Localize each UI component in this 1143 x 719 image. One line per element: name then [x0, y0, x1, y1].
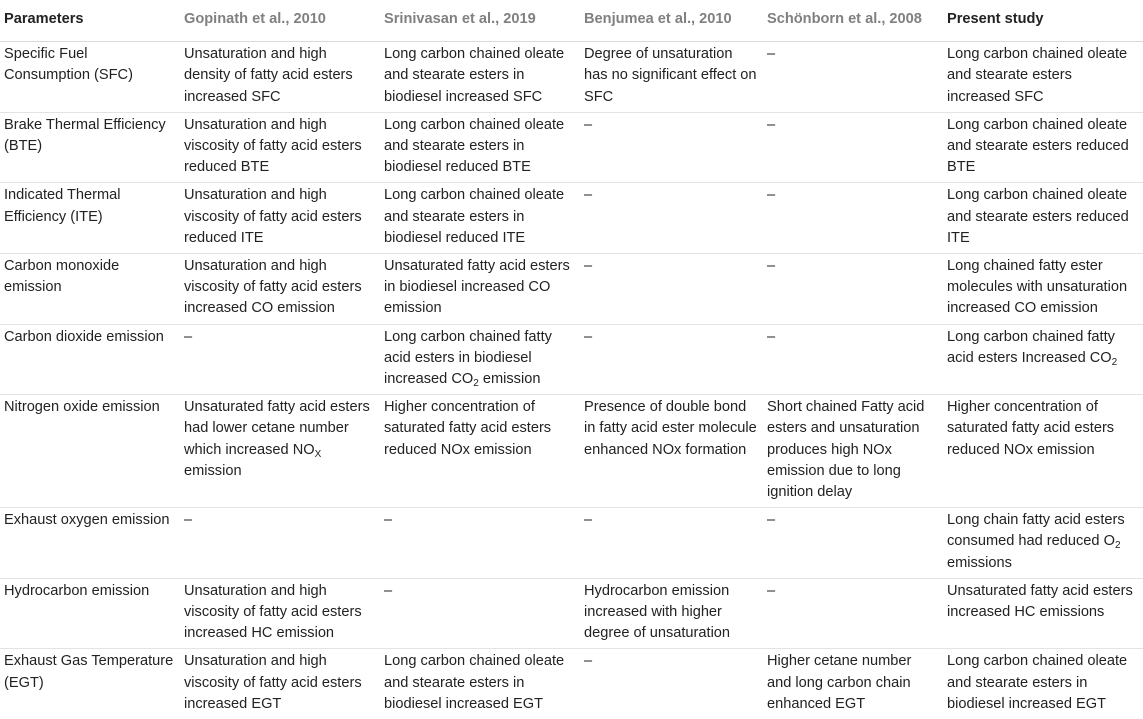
parameter-cell: Exhaust Gas Temperature (EGT) [4, 653, 174, 691]
column-header-gopinath: Gopinath et al., 2010 [180, 0, 380, 42]
parameter-cell: Hydrocarbon emission [0, 578, 180, 649]
gopinath-cell: Unsaturation and high viscosity of fatty acid esters reduced BTE [180, 112, 380, 183]
present-study-cell: Unsaturated fatty acid esters increased HC emissions [943, 578, 1143, 649]
present-study-cell: Long carbon chained oleate and stearate esters increased SFC [943, 42, 1143, 113]
srinivasan-cell [380, 324, 580, 395]
gopinath-cell: – [180, 324, 380, 395]
cell-text: emissions [947, 554, 1012, 571]
table-row [0, 254, 1143, 325]
benjumea-cell: – [580, 508, 763, 579]
gopinath-cell: Unsaturation and high viscosity of fatty acid esters increased CO emission [180, 254, 380, 325]
cell-text: Long carbon chained fatty acid esters Increased CO [947, 328, 1115, 366]
present-study-cell: Long carbon chained oleate and stearate esters in biodiesel increased EGT [947, 653, 1128, 712]
srinivasan-cell: – [380, 578, 580, 649]
parameter-cell: Exhaust oxygen emission [0, 508, 180, 579]
present-study-cell: Higher concentration of saturated fatty acid esters reduced NOx emission [943, 395, 1143, 508]
gopinath-cell: Unsaturation and high density of fatty acid esters increased SFC [180, 42, 380, 113]
table-row [0, 112, 1143, 183]
parameter-cell: Carbon monoxide emission [0, 254, 180, 325]
srinivasan-cell: Long carbon chained oleate and stearate esters in biodiesel increased SFC [380, 42, 580, 113]
present-study-cell [943, 324, 1143, 395]
srinivasan-cell: – [380, 508, 580, 579]
parameter-cell: Indicated Thermal Efficiency (ITE) [0, 183, 180, 254]
schonborn-cell: – [763, 508, 943, 579]
header-row [0, 0, 1143, 42]
column-header-parameters: Parameters [0, 0, 180, 42]
present-study-cell [943, 508, 1143, 579]
schonborn-cell: Short chained Fatty acid esters and unsaturation produces high NOx emission due to long ignition delay [763, 395, 943, 508]
benjumea-cell: – [584, 653, 593, 670]
table-row [0, 42, 1143, 113]
srinivasan-cell: Long carbon chained oleate and stearate esters in biodiesel reduced ITE [380, 183, 580, 254]
parameter-cell: Brake Thermal Efficiency (BTE) [0, 112, 180, 183]
subscript: 2 [1114, 540, 1121, 552]
table-row [0, 183, 1143, 254]
table-row [0, 395, 1143, 508]
schonborn-cell: – [763, 42, 943, 113]
schonborn-cell: Higher cetane number and long carbon chain enhanced EGT [767, 653, 912, 712]
cell-text: emission [184, 462, 242, 479]
parameter-cell: Nitrogen oxide emission [0, 395, 180, 508]
benjumea-cell: Presence of double bond in fatty acid ester molecule enhanced NOx formation [580, 395, 763, 508]
srinivasan-cell: Higher concentration of saturated fatty acid esters reduced NOx emission [380, 395, 580, 508]
srinivasan-cell: Unsaturated fatty acid esters in biodiesel increased CO emission [380, 254, 580, 325]
table-row [0, 649, 1143, 719]
gopinath-cell: Unsaturation and high viscosity of fatty acid esters increased EGT [184, 653, 362, 712]
column-header-benjumea: Benjumea et al., 2010 [580, 0, 763, 42]
benjumea-cell: Hydrocarbon emission increased with higher degree of unsaturation [580, 578, 763, 649]
parameter-cell: Specific Fuel Consumption (SFC) [0, 42, 180, 113]
gopinath-cell: – [180, 508, 380, 579]
gopinath-cell: Unsaturation and high viscosity of fatty acid esters increased HC emission [180, 578, 380, 649]
benjumea-cell: – [580, 112, 763, 183]
table-row [0, 578, 1143, 649]
cell-text: Long carbon chained fatty acid esters in biodiesel increased CO [384, 328, 552, 388]
benjumea-cell: – [580, 324, 763, 395]
present-study-cell: Long chained fatty ester molecules with unsaturation increased CO emission [943, 254, 1143, 325]
subscript: 2 [1111, 356, 1118, 368]
subscript: 2 [473, 378, 479, 390]
cell-text: Unsaturated fatty acid esters had lower cetane number which increased NO [184, 399, 370, 458]
table-row [0, 508, 1143, 579]
parameter-cell: Carbon dioxide emission [0, 324, 180, 395]
srinivasan-cell: Long carbon chained oleate and stearate esters in biodiesel increased EGT [384, 653, 565, 712]
subscript: X [314, 448, 322, 460]
column-header-srinivasan: Srinivasan et al., 2019 [380, 0, 580, 42]
benjumea-cell: – [580, 183, 763, 254]
srinivasan-cell: Long carbon chained oleate and stearate esters in biodiesel reduced BTE [380, 112, 580, 183]
benjumea-cell: Degree of unsaturation has no significant effect on SFC [580, 42, 763, 113]
cell-text: Long chain fatty acid esters consumed had reduced O [947, 512, 1125, 550]
benjumea-cell: – [580, 254, 763, 325]
gopinath-cell [180, 395, 380, 508]
column-header-schonborn: Schönborn et al., 2008 [763, 0, 943, 42]
table-row [0, 324, 1143, 395]
schonborn-cell: – [763, 578, 943, 649]
schonborn-cell: – [763, 254, 943, 325]
schonborn-cell: – [763, 183, 943, 254]
schonborn-cell: – [763, 112, 943, 183]
column-header-present-study: Present study [943, 0, 1143, 42]
schonborn-cell: – [763, 324, 943, 395]
gopinath-cell: Unsaturation and high viscosity of fatty acid esters reduced ITE [180, 183, 380, 254]
present-study-cell: Long carbon chained oleate and stearate esters reduced ITE [943, 183, 1143, 254]
cell-text: emission [478, 371, 541, 388]
present-study-cell: Long carbon chained oleate and stearate esters reduced BTE [943, 112, 1143, 183]
